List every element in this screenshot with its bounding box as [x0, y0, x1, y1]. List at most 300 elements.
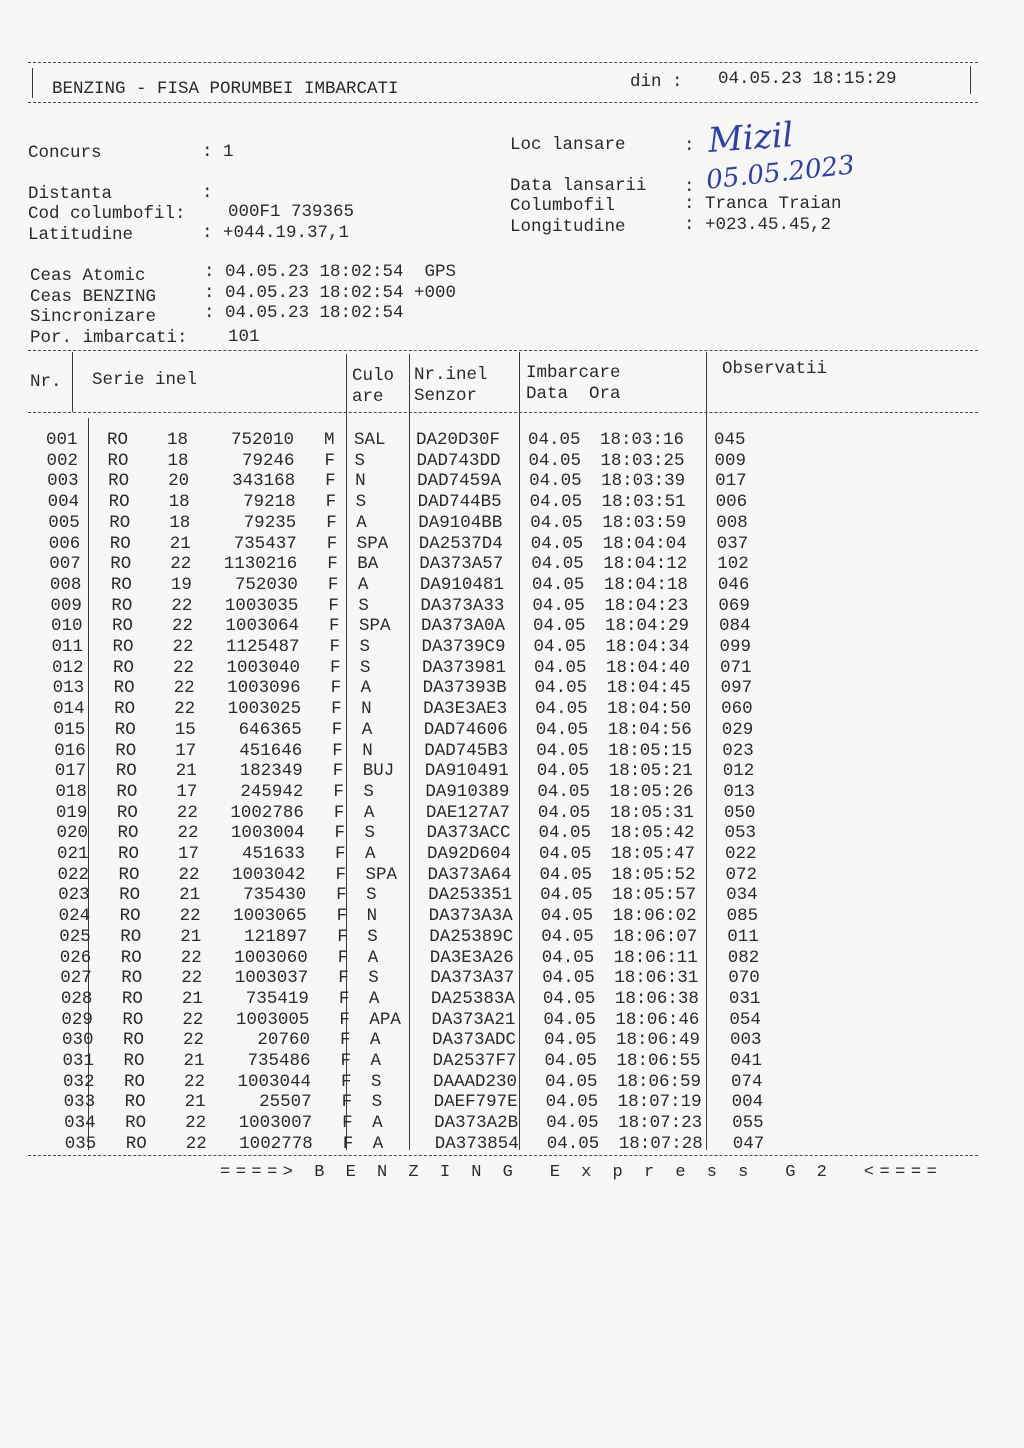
table-row	[14, 968, 1024, 989]
cell-sex: F	[336, 885, 347, 906]
cell-observation: 003	[729, 1030, 762, 1051]
cell-ring-number: 1002786	[230, 802, 304, 823]
table-row	[8, 720, 1024, 741]
cell-sex: F	[333, 802, 345, 823]
cell-color: A	[367, 947, 379, 968]
cell-ring-country: RO	[116, 781, 138, 802]
cell-boarding-time: 18:05:52	[611, 864, 696, 885]
cell-row-number: 005	[48, 512, 80, 533]
cell-row-number: 033	[63, 1092, 96, 1113]
cell-boarding-date: 04.05	[537, 781, 590, 802]
cell-boarding-time: 18:05:47	[611, 844, 696, 864]
print-date-label: din :	[630, 72, 683, 92]
cell-row-number: 017	[54, 761, 87, 782]
cell-color: BA	[357, 554, 379, 575]
header-right-border	[970, 66, 971, 94]
cell-ring-year: 21	[184, 1092, 206, 1113]
cell-observation: 070	[728, 968, 760, 989]
cell-sex: F	[331, 719, 343, 740]
cell-ring-number: 1003065	[233, 906, 307, 927]
data-lansarii-label: Data lansarii	[510, 176, 647, 196]
sincronizare-label: Sincronizare	[30, 307, 157, 327]
col-header-imbarcare: Imbarcare	[526, 363, 621, 383]
cell-color: SAL	[354, 430, 386, 450]
cell-ring-year: 22	[180, 947, 202, 968]
cell-ring-country: RO	[109, 512, 131, 533]
cell-sex: F	[335, 844, 346, 864]
cell-observation: 085	[726, 906, 759, 927]
cell-ring-year: 19	[170, 574, 192, 595]
cell-color: A	[361, 719, 373, 740]
cell-boarding-time: 18:06:07	[613, 926, 698, 947]
cell-ring-year: 22	[171, 616, 193, 637]
concurs-value: : 1	[202, 142, 234, 162]
cell-boarding-date: 04.05	[530, 512, 583, 533]
cell-boarding-date: 04.05	[536, 740, 589, 761]
cell-boarding-date: 04.05	[529, 471, 582, 492]
cell-sensor-id: DA910491	[424, 761, 509, 782]
cell-ring-country: RO	[112, 637, 134, 657]
cell-boarding-date: 04.05	[536, 761, 590, 782]
cell-ring-number: 1002778	[239, 1133, 313, 1154]
cell-ring-year: 22	[185, 1133, 207, 1154]
table-row	[7, 678, 1024, 699]
cell-row-number: 030	[61, 1030, 94, 1051]
cell-boarding-date: 04.05	[531, 554, 584, 575]
cell-color: S	[367, 926, 378, 947]
cell-ring-year: 17	[178, 844, 200, 864]
cell-observation: 053	[724, 823, 756, 844]
cell-sex: F	[327, 554, 338, 575]
cell-observation: 097	[720, 678, 753, 699]
cell-observation: 060	[721, 699, 753, 720]
col-rule-nr	[72, 352, 73, 412]
cell-sensor-id: DA253351	[428, 885, 513, 906]
cell-ring-number: 1003025	[227, 699, 302, 720]
cell-row-number: 032	[63, 1071, 95, 1092]
cell-ring-country: RO	[122, 1030, 144, 1051]
cell-sensor-id: DA3739C9	[421, 637, 506, 657]
cell-boarding-date: 04.05	[528, 430, 581, 450]
footer-brand: ====> B E N Z I N G E x p r e s s G 2 <====	[220, 1163, 943, 1182]
cell-observation: 009	[714, 450, 747, 471]
cell-ring-country: RO	[114, 719, 136, 740]
concurs-label: Concurs	[28, 143, 102, 163]
cell-color: N	[366, 906, 378, 927]
cell-color: S	[355, 492, 367, 513]
cell-ring-country: RO	[111, 616, 133, 637]
cell-color: S	[371, 1092, 383, 1113]
table-row	[9, 761, 1024, 782]
cell-ring-country: RO	[109, 533, 131, 554]
cell-sensor-id: DA92D604	[427, 844, 512, 864]
cell-observation: 022	[725, 844, 757, 864]
cell-ring-country: RO	[116, 802, 138, 823]
latitudine-value: : +044.19.37,1	[202, 223, 350, 243]
cell-ring-number: 752030	[234, 574, 298, 595]
cell-row-number: 026	[59, 947, 92, 968]
cell-sex: F	[342, 1113, 353, 1134]
cell-boarding-time: 18:03:25	[600, 450, 685, 471]
cell-row-number: 002	[46, 450, 79, 471]
table-row	[12, 885, 1024, 906]
cell-boarding-time: 18:06:46	[615, 1009, 700, 1030]
cell-ring-country: RO	[107, 430, 129, 450]
loc-lansare-label: Loc lansare	[510, 135, 626, 155]
cod-columbofil-value: 000F1 739365	[228, 202, 355, 222]
cell-ring-number: 343168	[232, 471, 296, 492]
cell-row-number: 013	[52, 678, 85, 699]
cell-ring-year: 20	[168, 471, 190, 492]
cell-boarding-date: 04.05	[540, 906, 594, 927]
handwritten-location: Mizil	[706, 115, 795, 161]
cell-ring-year: 22	[173, 678, 195, 699]
cell-ring-number: 735419	[245, 988, 309, 1009]
cell-ring-country: RO	[120, 947, 142, 968]
cell-ring-year: 22	[173, 657, 195, 678]
cell-sex: F	[339, 1009, 350, 1030]
cell-sensor-id: DAD74606	[423, 719, 508, 740]
cell-boarding-time: 18:06:02	[612, 906, 697, 927]
cell-sensor-id: DAD743DD	[416, 450, 501, 471]
cell-row-number: 028	[60, 988, 93, 1009]
cod-columbofil-label: Cod columbofil:	[28, 204, 186, 224]
cell-observation: 054	[729, 1009, 761, 1030]
cell-observation: 004	[731, 1092, 764, 1113]
table-row	[1, 471, 1024, 492]
ceas-atomic-label: Ceas Atomic	[30, 266, 146, 286]
cell-boarding-time: 18:04:45	[606, 678, 691, 699]
cell-observation: 045	[714, 430, 746, 450]
cell-ring-country: RO	[113, 678, 135, 699]
table-header-rule	[28, 412, 978, 413]
table-row	[3, 534, 1024, 555]
cell-ring-country: RO	[110, 574, 132, 595]
table-row	[14, 948, 1024, 969]
cell-sensor-id: DA373ACC	[426, 823, 511, 844]
cell-observation: 099	[719, 637, 752, 657]
cell-ring-number: 79218	[243, 492, 296, 513]
cell-observation: 046	[717, 574, 750, 595]
cell-sex: F	[325, 471, 336, 492]
cell-color: N	[361, 699, 372, 720]
columbofil-value: : Tranca Traian	[684, 194, 842, 214]
cell-ring-year: 22	[170, 554, 192, 575]
cell-color: S	[366, 885, 377, 906]
cell-sex: F	[331, 699, 342, 720]
table-row	[17, 1051, 1024, 1072]
cell-ring-country: RO	[108, 492, 130, 513]
table-row	[11, 844, 1024, 865]
cell-row-number: 025	[59, 926, 91, 947]
cell-color: S	[368, 968, 379, 989]
cell-sex: F	[324, 450, 336, 471]
cell-sensor-id: DA373A0A	[420, 616, 505, 637]
cell-boarding-time: 18:04:50	[607, 699, 692, 720]
cell-ring-country: RO	[124, 1092, 146, 1113]
cell-boarding-date: 04.05	[531, 574, 585, 595]
cell-observation: 047	[732, 1133, 765, 1154]
distanta-value: :	[202, 183, 213, 203]
cell-color: A	[369, 1030, 381, 1051]
table-row	[16, 1030, 1024, 1051]
cell-row-number: 024	[58, 906, 91, 927]
cell-row-number: 008	[49, 574, 82, 595]
cell-sex: F	[328, 595, 339, 616]
col-header-nrinel: Nr.inel	[414, 365, 488, 385]
cell-ring-number: 646365	[238, 719, 302, 740]
table-row	[4, 575, 1024, 596]
cell-ring-number: 1003040	[226, 657, 301, 678]
cell-sensor-id: DA3E3A26	[429, 947, 514, 968]
cell-sex: F	[341, 1092, 353, 1113]
cell-color: BUJ	[362, 761, 395, 782]
cell-ring-country: RO	[115, 761, 137, 782]
col-header-culoare-2: are	[352, 387, 384, 407]
cell-ring-number: 1003060	[234, 947, 308, 968]
cell-color: S	[363, 781, 374, 802]
cell-color: S	[354, 450, 366, 471]
cell-row-number: 035	[64, 1133, 97, 1154]
porumbei-imbarcati-value: 101	[228, 327, 260, 347]
cell-ring-number: 121897	[244, 926, 308, 947]
cell-ring-year: 22	[184, 1071, 206, 1092]
cell-ring-year: 22	[185, 1113, 207, 1134]
cell-observation: 072	[725, 864, 758, 885]
data-lansarii-colon: :	[684, 177, 695, 197]
col-header-observatii: Observatii	[722, 359, 828, 379]
cell-ring-number: 245942	[240, 781, 304, 802]
cell-boarding-date: 04.05	[533, 637, 587, 657]
cell-ring-year: 22	[178, 864, 200, 885]
cell-sensor-id: DAD744B5	[417, 492, 502, 513]
cell-boarding-time: 18:06:38	[614, 988, 699, 1009]
col-header-senzor: Senzor	[414, 386, 478, 406]
cell-ring-country: RO	[114, 699, 136, 720]
cell-boarding-date: 04.05	[532, 595, 585, 616]
table-row	[2, 492, 1024, 513]
cell-sensor-id: DA373854	[434, 1133, 519, 1154]
cell-boarding-date: 04.05	[529, 492, 583, 513]
cell-boarding-date: 04.05	[532, 616, 586, 637]
table-row	[4, 596, 1024, 617]
cell-sex: F	[327, 574, 339, 595]
cell-sex: F	[325, 492, 337, 513]
cell-ring-country: RO	[119, 885, 141, 906]
cell-boarding-date: 04.05	[546, 1113, 599, 1134]
cell-observation: 029	[721, 719, 754, 740]
cell-boarding-date: 04.05	[546, 1133, 600, 1154]
cell-ring-number: 752010	[230, 430, 294, 450]
cell-row-number: 029	[61, 1009, 93, 1030]
cell-sex: F	[338, 968, 349, 989]
cell-sex: F	[332, 740, 343, 761]
cell-sex: F	[333, 781, 344, 802]
cell-sensor-id: DA373A64	[427, 864, 512, 885]
cell-row-number: 006	[48, 533, 81, 554]
cell-observation: 069	[718, 595, 750, 616]
cell-ring-year: 21	[180, 926, 202, 947]
table-row	[15, 1010, 1024, 1031]
cell-color: A	[368, 988, 380, 1009]
cell-color: A	[372, 1133, 384, 1154]
cell-boarding-time: 18:06:11	[613, 947, 698, 968]
loc-lansare-colon: :	[684, 136, 695, 156]
cell-boarding-date: 04.05	[534, 657, 587, 678]
cell-row-number: 012	[52, 657, 84, 678]
cell-boarding-date: 04.05	[545, 1092, 599, 1113]
cell-ring-year: 22	[177, 823, 199, 844]
cell-color: S	[364, 823, 375, 844]
longitudine-value: : +023.45.45,2	[684, 215, 832, 235]
cell-sensor-id: DA9104BB	[418, 512, 503, 533]
cell-ring-number: 79235	[243, 512, 297, 533]
cell-sex: F	[340, 1051, 352, 1071]
table-row	[10, 823, 1024, 844]
cell-ring-number: 1130216	[223, 554, 298, 575]
cell-boarding-date: 04.05	[528, 450, 582, 471]
cell-observation: 084	[718, 616, 751, 637]
table-row	[18, 1113, 1024, 1134]
cell-sensor-id: DAE127A7	[425, 802, 510, 823]
cell-ring-country: RO	[121, 988, 143, 1009]
cell-ring-number: 182349	[239, 761, 303, 782]
col-header-culoare-1: Culo	[352, 366, 395, 386]
cell-boarding-date: 04.05	[542, 988, 596, 1009]
cell-boarding-time: 18:07:28	[618, 1133, 703, 1154]
cell-sensor-id: DA2537D4	[418, 533, 503, 554]
cell-observation: 071	[720, 657, 752, 678]
ceas-benzing-value: : 04.05.23 18:02:54 +000	[204, 283, 457, 303]
cell-ring-year: 22	[181, 968, 203, 989]
cell-boarding-time: 18:05:42	[610, 823, 695, 844]
cell-ring-country: RO	[118, 844, 140, 864]
cell-ring-year: 15	[174, 719, 196, 740]
cell-boarding-date: 04.05	[537, 802, 591, 823]
cell-ring-country: RO	[108, 471, 130, 492]
cell-ring-country: RO	[113, 657, 135, 678]
table-row	[6, 658, 1024, 679]
cell-color: N	[362, 740, 373, 761]
cell-sex: F	[326, 533, 338, 554]
cell-boarding-time: 18:04:23	[604, 595, 689, 616]
cell-ring-year: 22	[182, 1030, 204, 1051]
cell-boarding-date: 04.05	[543, 1009, 596, 1030]
cell-ring-country: RO	[119, 906, 141, 927]
cell-ring-number: 451646	[239, 740, 303, 761]
cell-boarding-time: 18:05:21	[608, 761, 693, 782]
cell-sex: M	[324, 430, 335, 450]
cell-sex: F	[339, 1030, 351, 1051]
sincronizare-value: : 04.05.23 18:02:54	[204, 303, 404, 323]
cell-sensor-id: DA25383A	[430, 988, 515, 1009]
cell-boarding-date: 04.05	[541, 926, 594, 947]
cell-sensor-id: DAAAD230	[433, 1071, 518, 1092]
cell-boarding-date: 04.05	[540, 885, 593, 906]
col-header-serie: Serie inel	[92, 370, 198, 390]
cell-color: A	[372, 1113, 383, 1134]
cell-boarding-time: 18:04:12	[603, 554, 688, 575]
cell-ring-number: 1003064	[225, 616, 299, 637]
cell-ring-number: 1003037	[234, 968, 309, 989]
cell-row-number: 011	[51, 637, 84, 657]
porumbei-imbarcati-label: Por. imbarcati:	[30, 328, 188, 348]
cell-color: A	[356, 512, 367, 533]
col-header-nr: Nr.	[30, 372, 62, 392]
cell-sex: F	[335, 864, 347, 885]
cell-color: A	[370, 1051, 382, 1071]
cell-row-number: 019	[55, 802, 88, 823]
cell-sex: F	[342, 1133, 354, 1154]
cell-ring-country: RO	[124, 1071, 146, 1092]
cell-ring-country: RO	[110, 554, 132, 575]
cell-boarding-time: 18:04:29	[604, 616, 689, 637]
cell-ring-number: 20760	[257, 1030, 310, 1051]
cell-boarding-date: 04.05	[535, 719, 589, 740]
ceas-atomic-value: : 04.05.23 18:02:54 GPS	[204, 262, 457, 282]
cell-boarding-date: 04.05	[539, 844, 592, 864]
cell-row-number: 003	[47, 471, 79, 492]
cell-sensor-id: DA37393B	[422, 678, 507, 699]
cell-observation: 055	[732, 1113, 764, 1134]
cell-sex: F	[330, 657, 341, 678]
cell-ring-year: 18	[167, 430, 189, 450]
cell-observation: 023	[722, 740, 754, 761]
cell-row-number: 021	[57, 844, 89, 864]
handwritten-release-date: 05.05.2023	[704, 150, 857, 196]
table-row	[5, 616, 1024, 637]
cell-row-number: 015	[53, 719, 86, 740]
cell-sensor-id: DAEF797E	[433, 1092, 518, 1113]
cell-sensor-id: DA373A3A	[428, 906, 513, 927]
cell-sensor-id: DA3E3AE3	[423, 699, 508, 720]
cell-row-number: 001	[46, 430, 78, 450]
cell-ring-year: 18	[168, 492, 190, 513]
cell-color: A	[360, 678, 372, 699]
cell-ring-number: 25507	[259, 1092, 312, 1113]
cell-color: S	[371, 1071, 382, 1092]
cell-ring-number: 735430	[243, 885, 307, 906]
cell-ring-year: 17	[176, 781, 198, 802]
cell-sensor-id: DA910389	[425, 781, 510, 802]
cell-color: S	[359, 637, 371, 657]
cell-ring-year: 17	[175, 740, 197, 761]
cell-row-number: 034	[64, 1113, 96, 1134]
cell-ring-country: RO	[122, 1009, 144, 1030]
cell-row-number: 018	[55, 781, 87, 802]
cell-ring-country: RO	[125, 1113, 147, 1134]
header-left-border	[32, 68, 33, 98]
cell-boarding-date: 04.05	[545, 1071, 598, 1092]
cell-observation: 102	[717, 554, 749, 575]
cell-observation: 017	[715, 471, 747, 492]
table-row	[15, 989, 1024, 1010]
cell-observation: 041	[730, 1051, 763, 1071]
cell-ring-country: RO	[120, 926, 142, 947]
cell-row-number: 016	[54, 740, 86, 761]
cell-color: A	[365, 844, 376, 864]
latitudine-label: Latitudine	[28, 225, 134, 245]
cell-observation: 006	[715, 492, 748, 513]
cell-sensor-id: DA910481	[419, 574, 504, 595]
cell-sex: F	[337, 947, 349, 968]
cell-sensor-id: DA373ADC	[431, 1030, 516, 1051]
table-row	[12, 865, 1024, 886]
cell-sensor-id: DA373A37	[430, 968, 515, 989]
cell-boarding-time: 18:06:31	[614, 968, 699, 989]
cell-boarding-time: 18:05:15	[608, 740, 693, 761]
cell-row-number: 010	[50, 616, 83, 637]
